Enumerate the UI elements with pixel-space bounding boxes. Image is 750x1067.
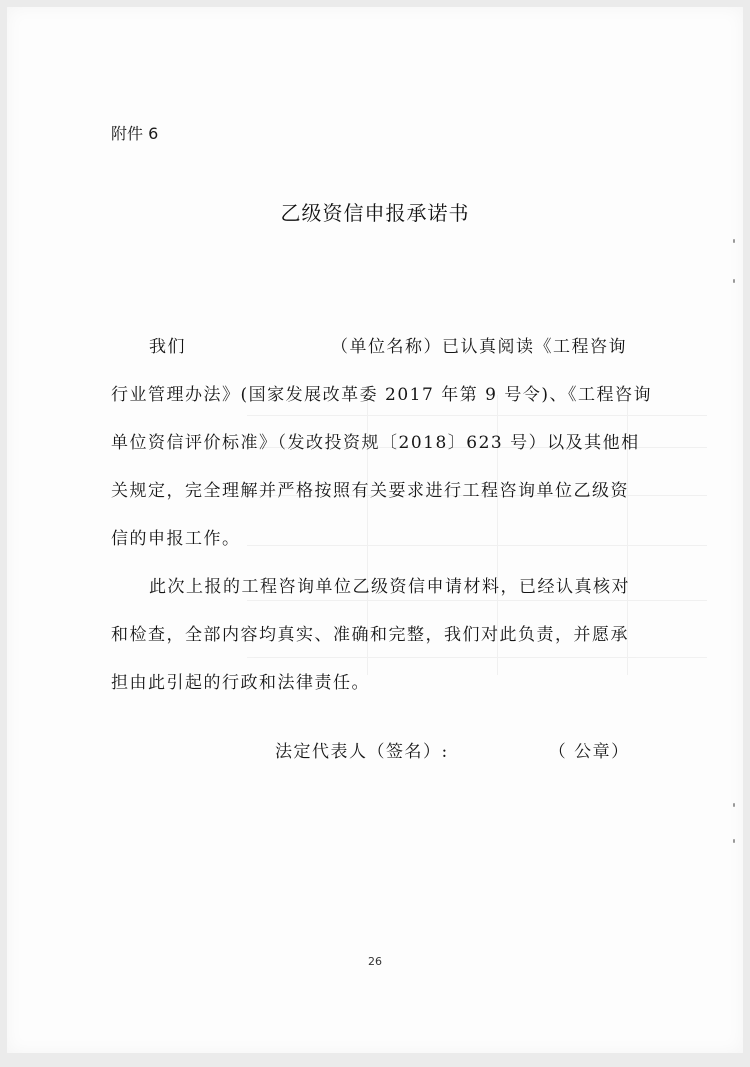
paragraph1-line1 (111, 323, 631, 371)
paragraph1-line5: 信的申报工作。 (111, 529, 241, 549)
paragraph1-line1-start: 我们 (149, 337, 186, 357)
scan-speck (733, 279, 735, 283)
paragraph1-line1-end: （单位名称）已认真阅读《工程咨询 (331, 337, 627, 357)
page-number: 26 (368, 955, 382, 968)
paragraph1-line2: 行业管理办法》(国家发展改革委 2017 年第 9 号令)、《工程咨询 (111, 385, 652, 405)
attachment-label: 附件 6 (111, 124, 159, 143)
paragraph-responsibility (111, 563, 631, 707)
paragraph1-line3: 单位资信评价标准》（发改投资规〔2018〕623 号）以及其他相 (111, 433, 640, 453)
scan-speck (733, 239, 735, 243)
document-page (7, 7, 743, 1053)
official-seal-label: （ 公章） (548, 742, 630, 762)
paragraph2-line2: 和检查，全部内容均真实、准确和完整，我们对此负责，并愿承 (111, 625, 629, 645)
paragraph1-line4: 关规定，完全理解并严格按照有关要求进行工程咨询单位乙级资 (111, 481, 629, 501)
signature-line (275, 737, 630, 762)
scan-speck (733, 803, 735, 807)
scan-speck (733, 839, 735, 843)
paragraph2-line1: 此次上报的工程咨询单位乙级资信申请材料，已经认真核对 (149, 577, 630, 597)
legal-representative-label: 法定代表人（签名）: (275, 742, 449, 762)
paragraph2-line3: 担由此引起的行政和法律责任。 (111, 673, 370, 693)
paragraph-commitment (111, 323, 652, 563)
document-title: 乙级资信申报承诺书 (280, 201, 470, 225)
